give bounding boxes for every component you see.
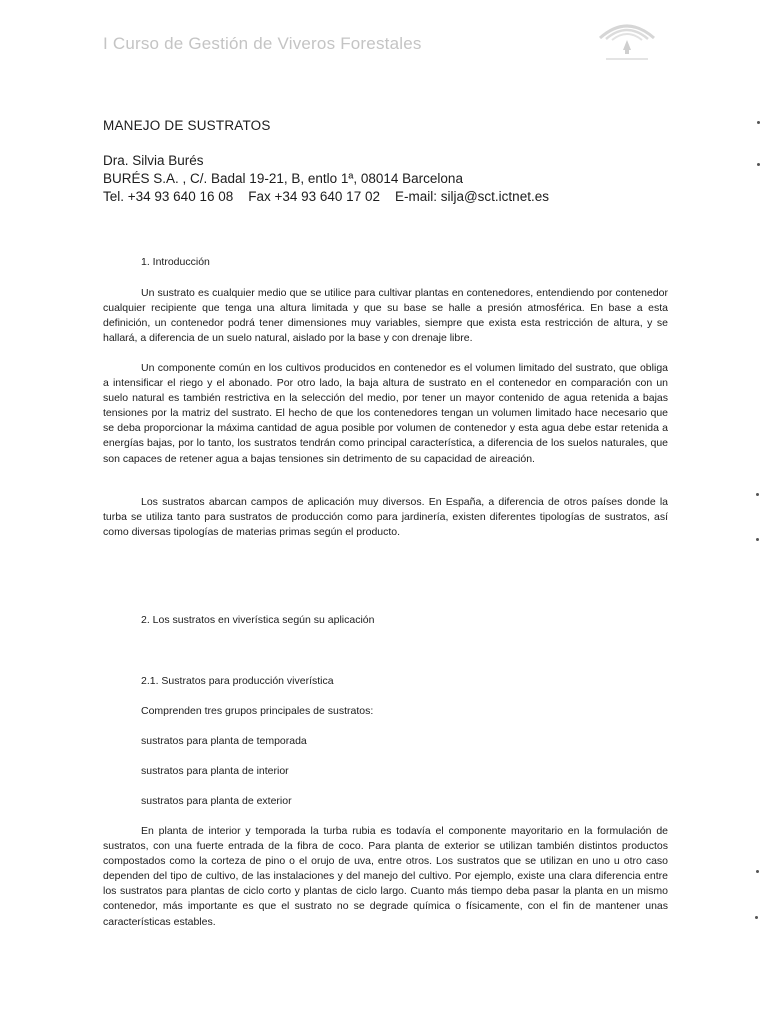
scan-speck bbox=[756, 870, 759, 873]
author-address: BURÉS S.A. , C/. Badal 19-21, B, entlo 1ª, 08014 Barcelona bbox=[103, 171, 463, 186]
paragraph: En planta de interior y temporada la turba rubia es todavía el componente mayoritario en la formulación de sustratos, con una fuerte entrada de la fibra de coco. Para planta de exterior se utilizan también distintos productos compostados como la corteza de pino o el orujo de uva, entre otros. Los sustratos que se utilizan en uno u otro caso dependen del tipo de cultivo, de las instalaciones y del manejo del cultivo. Por ejemplo, existe una clara diferencia entre los sustratos para plantas de ciclo corto y plantas de ciclo largo. Cuanto más tiempo deba pasar la planta en un mismo contenedor, más importante es que el sustrato no se degrade química o físicamente, con el fin de mantener unas características estables. bbox=[103, 825, 668, 928]
header-course-title: I Curso de Gestión de Viveros Forestales bbox=[103, 34, 422, 53]
author-contact: Tel. +34 93 640 16 08 Fax +34 93 640 17 02 E-mail: silja@sct.ictnet.es bbox=[103, 189, 549, 204]
scan-speck bbox=[757, 163, 760, 166]
scan-speck bbox=[757, 121, 760, 124]
list-item: sustratos para planta de exterior bbox=[141, 795, 292, 807]
paragraph: Un sustrato es cualquier medio que se utilice para cultivar plantas en contenedores, entendiendo por contenedor cualquier recipiente que tenga una altura limitada y que su base se halle a presión atmosférica. En base a esta definición, un contenedor podrá tener dimensiones muy variables, siempre que exista esta restricción de altura, y se hallará, a diferencia de un suelo natural, aislado por la base y con drenaje libre. bbox=[103, 287, 668, 345]
section-heading-introduction: 1. Introducción bbox=[141, 256, 210, 268]
author-block bbox=[103, 152, 549, 206]
junta-logo-icon bbox=[592, 12, 662, 68]
section-heading-applications: 2. Los sustratos en viverística según su aplicación bbox=[141, 614, 375, 626]
scan-speck bbox=[756, 493, 759, 496]
list-item: sustratos para planta de interior bbox=[141, 765, 289, 777]
document-title: MANEJO DE SUSTRATOS bbox=[103, 118, 271, 133]
scan-speck bbox=[756, 538, 759, 541]
subsection-heading-production: 2.1. Sustratos para producción viverística bbox=[141, 675, 334, 687]
paragraph: Los sustratos abarcan campos de aplicación muy diversos. En España, a diferencia de otros países donde la turba se utiliza tanto para sustratos de producción como para jardinería, existen diferentes tipologías de sustratos, así como diversas tipologías de materias primas según el producto. bbox=[103, 496, 668, 539]
author-name: Dra. Silvia Burés bbox=[103, 153, 204, 168]
paragraph: Un componente común en los cultivos producidos en contenedor es el volumen limitado del sustrato, que obliga a intensificar el riego y el abonado. Por otro lado, la baja altura de sustrato en el contenedor en comparación con un suelo natural es también restrictiva en la selección del medio, por tener un mayor contenido de agua retenida a bajas tensiones por la matriz del sustrato. El hecho de que los contenedores tengan un volumen limitado hace necesario que se deba proporcionar la máxima cantidad de agua posible por volumen de contenedor y esta agua debe estar retenida a energías bajas, por lo tanto, los sustratos tendrán como principal característica, a diferencia de los suelos naturales, que son capaces de retener agua a bajas tensiones sin detrimento de su capacidad de aireación. bbox=[103, 362, 668, 465]
subsection-intro: Comprenden tres grupos principales de sustratos: bbox=[141, 705, 374, 717]
scan-speck bbox=[755, 916, 758, 919]
list-item: sustratos para planta de temporada bbox=[141, 735, 307, 747]
